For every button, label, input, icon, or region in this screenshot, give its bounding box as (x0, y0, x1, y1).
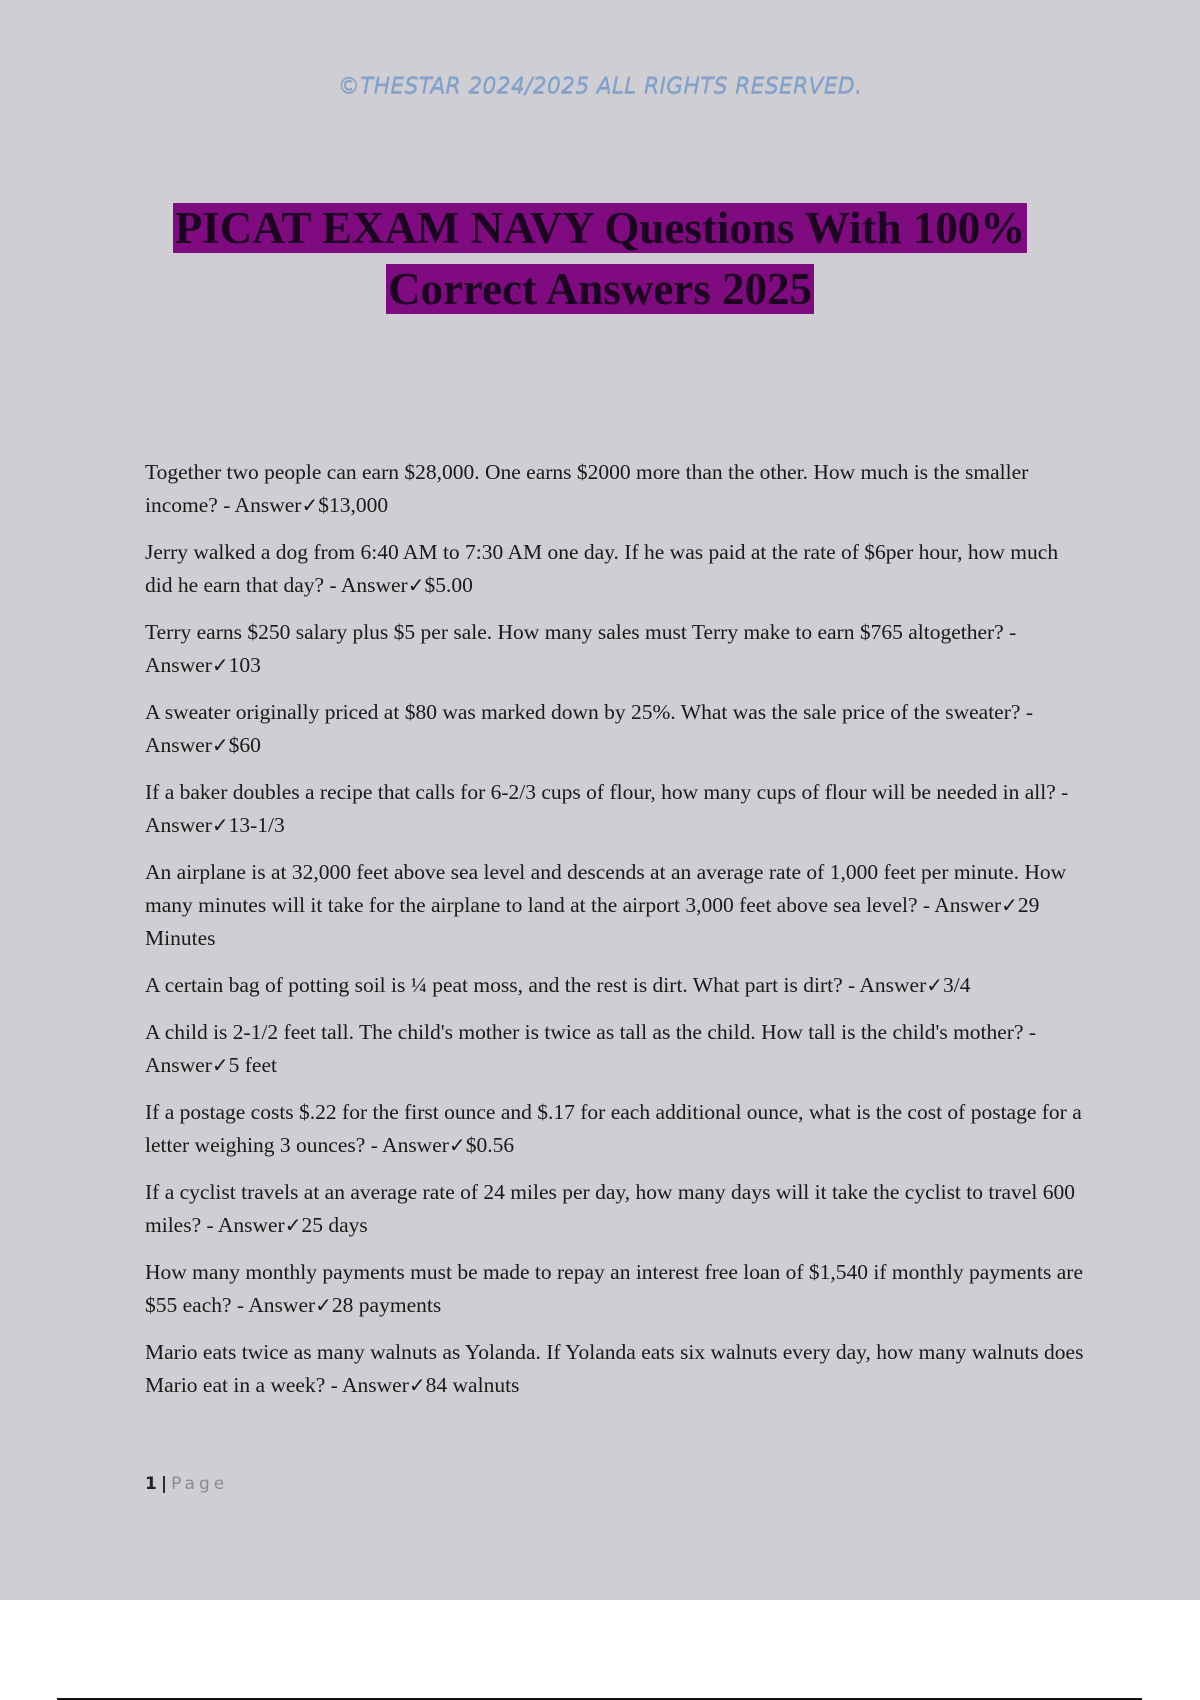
answer-text: $60 (228, 733, 261, 757)
question-text: A certain bag of potting soil is ¼ peat moss, and the rest is dirt. What part is dirt? (145, 973, 843, 997)
answer-prefix: - Answer (325, 1373, 409, 1397)
answer-text: 5 feet (228, 1053, 277, 1077)
answer-text: 29 Minutes (145, 893, 1040, 950)
qa-item (145, 1336, 1090, 1402)
answer-prefix: - Answer (145, 1020, 1037, 1077)
question-text: Mario eats twice as many walnuts as Yolanda. If Yolanda eats six walnuts every day, how many walnuts does Mario eat in a week? (145, 1340, 1084, 1397)
page-title (120, 198, 1080, 320)
question-text: A sweater originally priced at $80 was marked down by 25%. What was the sale price of the sweater? (145, 700, 1021, 724)
qa-item (145, 1096, 1090, 1162)
checkmark-icon: ✓ (448, 1133, 466, 1157)
checkmark-icon: ✓ (1001, 893, 1018, 917)
answer-text: $13,000 (318, 493, 389, 517)
page-number: 1 (145, 1474, 157, 1494)
checkmark-icon: ✓ (211, 653, 229, 677)
checkmark-icon: ✓ (211, 1053, 229, 1077)
question-text: If a postage costs $.22 for the first ounce and $.17 for each additional ounce, what is the cost of postage for a letter weighing 3 ounces? (145, 1100, 1082, 1157)
checkmark-icon: ✓ (301, 493, 319, 517)
answer-prefix: - Answer (145, 780, 1069, 837)
question-text: Terry earns $250 salary plus $5 per sale. How many sales must Terry make to earn $765 altogether? (145, 620, 1004, 644)
qa-item (145, 776, 1090, 842)
qa-item (145, 456, 1090, 522)
qa-item (145, 1256, 1090, 1322)
qa-item (145, 536, 1090, 602)
qa-item (145, 1016, 1090, 1082)
qa-item (145, 856, 1090, 955)
question-text: A child is 2-1/2 feet tall. The child's mother is twice as tall as the child. How tall is the child's mother? (145, 1020, 1024, 1044)
qa-item (145, 616, 1090, 682)
answer-prefix: - Answer (917, 893, 1002, 917)
question-text: An airplane is at 32,000 feet above sea level and descends at an average rate of 1,000 feet per minute. How many minutes will it take for the airplane to land at the airport 3,000 feet above sea level? (145, 860, 1067, 917)
title-line-1: PICAT EXAM NAVY Questions With 100% (174, 203, 1026, 253)
answer-prefix: - Answer (842, 973, 927, 997)
question-text: Together two people can earn $28,000. One earns $2000 more than the other. How much is the smaller income? (145, 460, 1029, 517)
checkmark-icon: ✓ (407, 573, 425, 597)
answer-text: $0.56 (465, 1133, 515, 1157)
answer-prefix: - Answer (145, 620, 1017, 677)
answer-prefix: - Answer (145, 700, 1033, 757)
footer-separator: | (160, 1474, 168, 1494)
question-list (145, 456, 1090, 1416)
answer-prefix: - Answer (217, 493, 302, 517)
title-line-2: Correct Answers 2025 (387, 264, 813, 314)
page-footer (145, 1474, 228, 1494)
qa-item (145, 969, 1090, 1002)
question-text: How many monthly payments must be made to repay an interest free loan of $1,540 if monthly payments are $55 each? (145, 1260, 1084, 1317)
answer-text: 13-1/3 (228, 813, 285, 837)
question-text: Jerry walked a dog from 6:40 AM to 7:30 AM one day. If he was paid at the rate of $6per hour, how much did he earn that day? (145, 540, 1059, 597)
page-label: Page (171, 1474, 229, 1494)
qa-item (145, 1176, 1090, 1242)
copyright-header: ©THESTAR 2024/2025 ALL RIGHTS RESERVED. (337, 74, 863, 99)
answer-text: 3/4 (943, 973, 971, 997)
answer-text: 103 (228, 653, 261, 677)
answer-text: 25 days (301, 1213, 368, 1237)
answer-prefix: - Answer (231, 1293, 316, 1317)
checkmark-icon: ✓ (408, 1373, 426, 1397)
answer-text: 28 payments (331, 1293, 442, 1317)
qa-item (145, 696, 1090, 762)
answer-text: $5.00 (424, 573, 473, 597)
question-text: If a baker doubles a recipe that calls for 6-2/3 cups of flour, how many cups of flour will be needed in all? (145, 780, 1056, 804)
answer-prefix: - Answer (201, 1213, 285, 1237)
checkmark-icon: ✓ (926, 973, 944, 997)
checkmark-icon: ✓ (211, 813, 229, 837)
checkmark-icon: ✓ (211, 733, 229, 757)
answer-prefix: - Answer (365, 1133, 449, 1157)
question-text: If a cyclist travels at an average rate of 24 miles per day, how many days will it take the cyclist to travel 600 miles? (145, 1180, 1075, 1237)
answer-text: 84 walnuts (425, 1373, 520, 1397)
checkmark-icon: ✓ (284, 1213, 302, 1237)
answer-prefix: - Answer (324, 573, 408, 597)
checkmark-icon: ✓ (315, 1293, 332, 1317)
